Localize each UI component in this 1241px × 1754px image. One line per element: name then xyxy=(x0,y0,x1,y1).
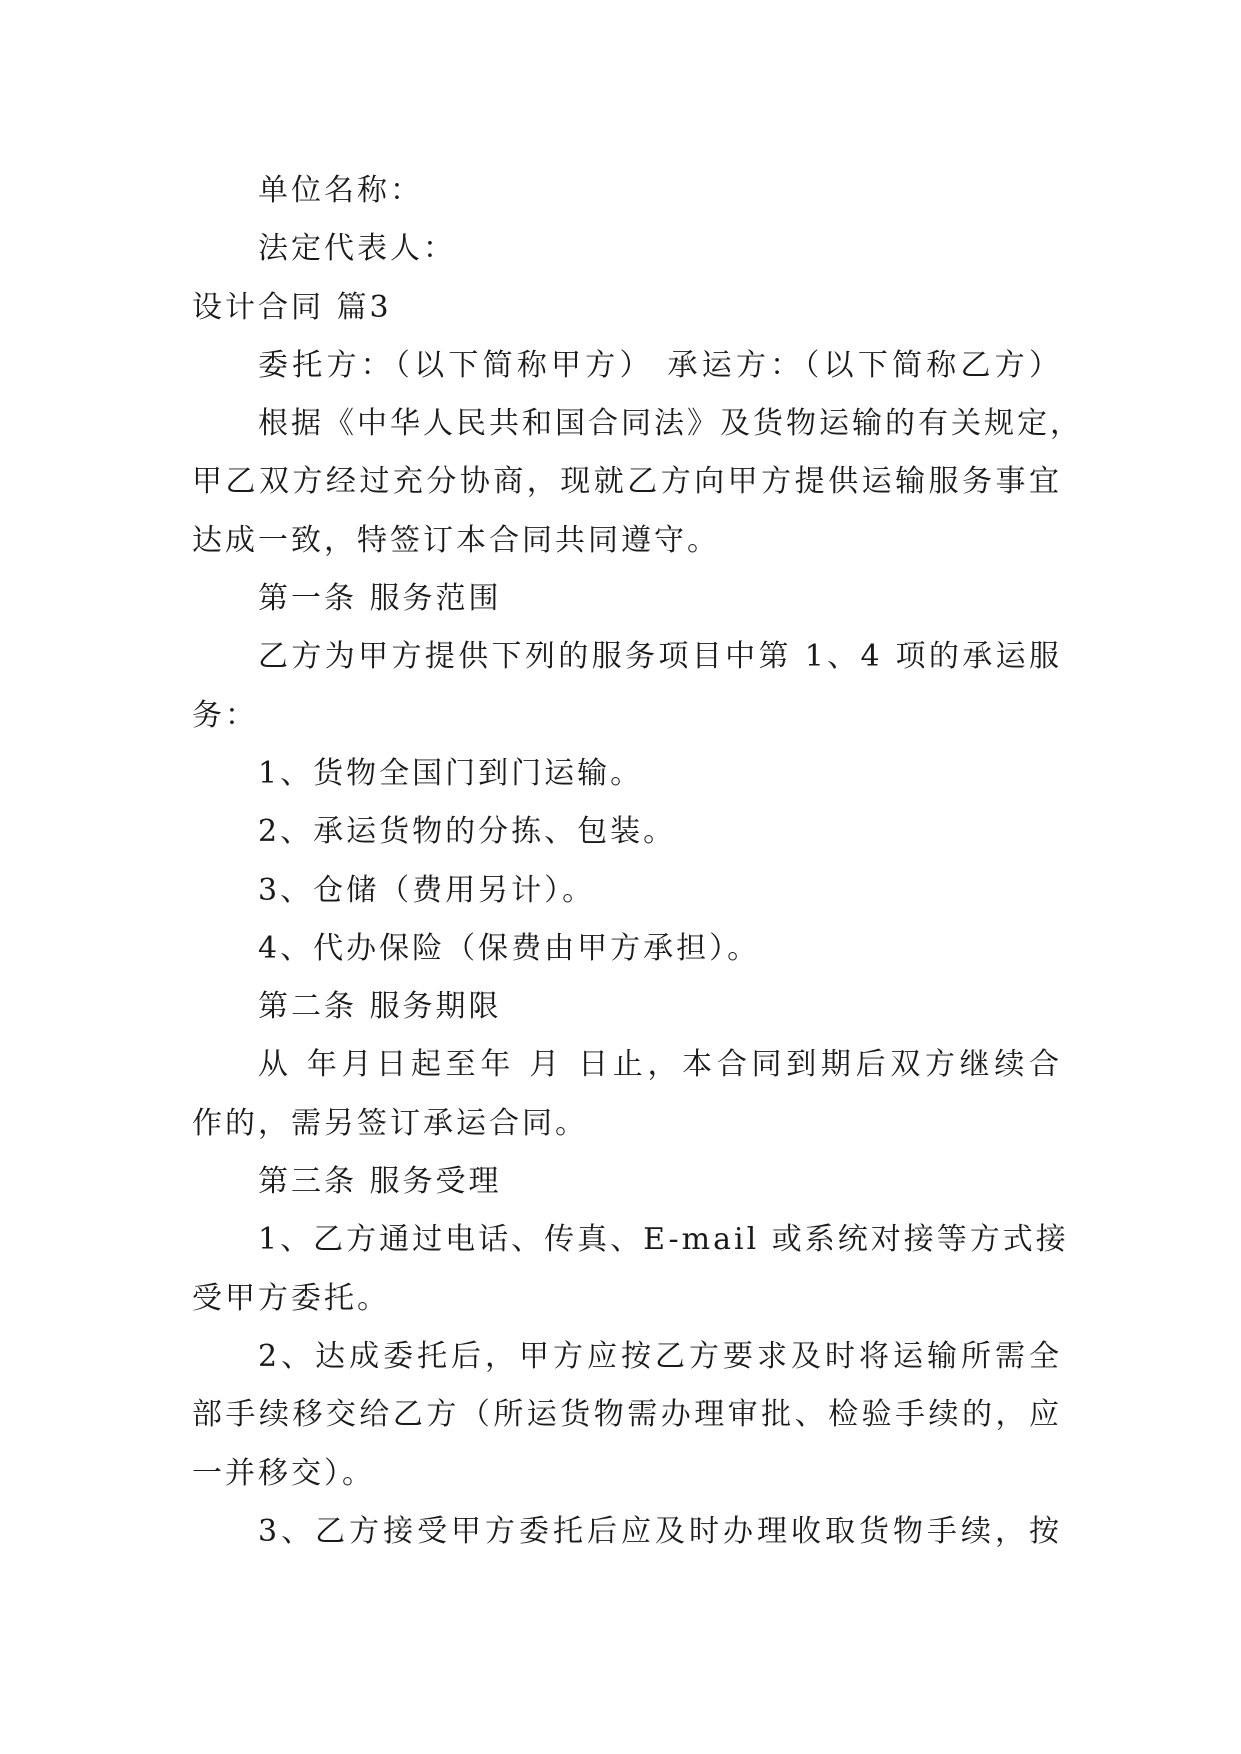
text-line: 3、仓储（费用另计）。 xyxy=(258,872,596,908)
text-line: 1、乙方通过电话、传真、E-mail 或系统对接等方式接 xyxy=(258,1222,1069,1258)
text-line: 法定代表人： xyxy=(258,231,456,267)
text-line: 作的，需另签订承运合同。 xyxy=(192,1105,588,1141)
text-line: 乙方为甲方提供下列的服务项目中第 1、4 项的承运服 xyxy=(258,639,1062,675)
text-line: 3、乙方接受甲方委托后应及时办理收取货物手续，按 xyxy=(258,1513,1062,1549)
text-line: 一并移交）。 xyxy=(192,1455,375,1491)
text-line: 从 年月日起至年 月 日止，本合同到期后双方继续合 xyxy=(258,1047,1062,1083)
text-line: 达成一致，特签订本合同共同遵守。 xyxy=(192,522,720,558)
text-line: 受甲方委托。 xyxy=(192,1280,390,1316)
text-line: 4、代办保险（保费由甲方承担）。 xyxy=(258,930,761,966)
text-line: 1、货物全国门到门运输。 xyxy=(258,755,644,791)
text-line: 设计合同 篇3 xyxy=(192,289,392,325)
text-line: 部手续移交给乙方（所运货物需办理审批、检验手续的，应 xyxy=(192,1397,1062,1433)
text-line: 2、达成委托后，甲方应按乙方要求及时将运输所需全 xyxy=(258,1338,1062,1374)
text-line: 根据《中华人民共和国合同法》及货物运输的有关规定， xyxy=(258,406,1083,442)
text-line: 2、承运货物的分拣、包装。 xyxy=(258,814,677,850)
text-line: 务： xyxy=(192,697,258,733)
text-line: 第一条 服务范围 xyxy=(258,581,502,617)
text-line: 第二条 服务期限 xyxy=(258,989,502,1025)
text-line: 甲乙双方经过充分协商，现就乙方向甲方提供运输服务事宜 xyxy=(192,464,1062,500)
contract-text xyxy=(192,162,1083,1561)
text-line: 第三条 服务受理 xyxy=(258,1164,502,1200)
text-line: 委托方：（以下简称甲方） 承运方：（以下简称乙方） xyxy=(258,347,1062,383)
text-line: 单位名称： xyxy=(258,173,423,208)
